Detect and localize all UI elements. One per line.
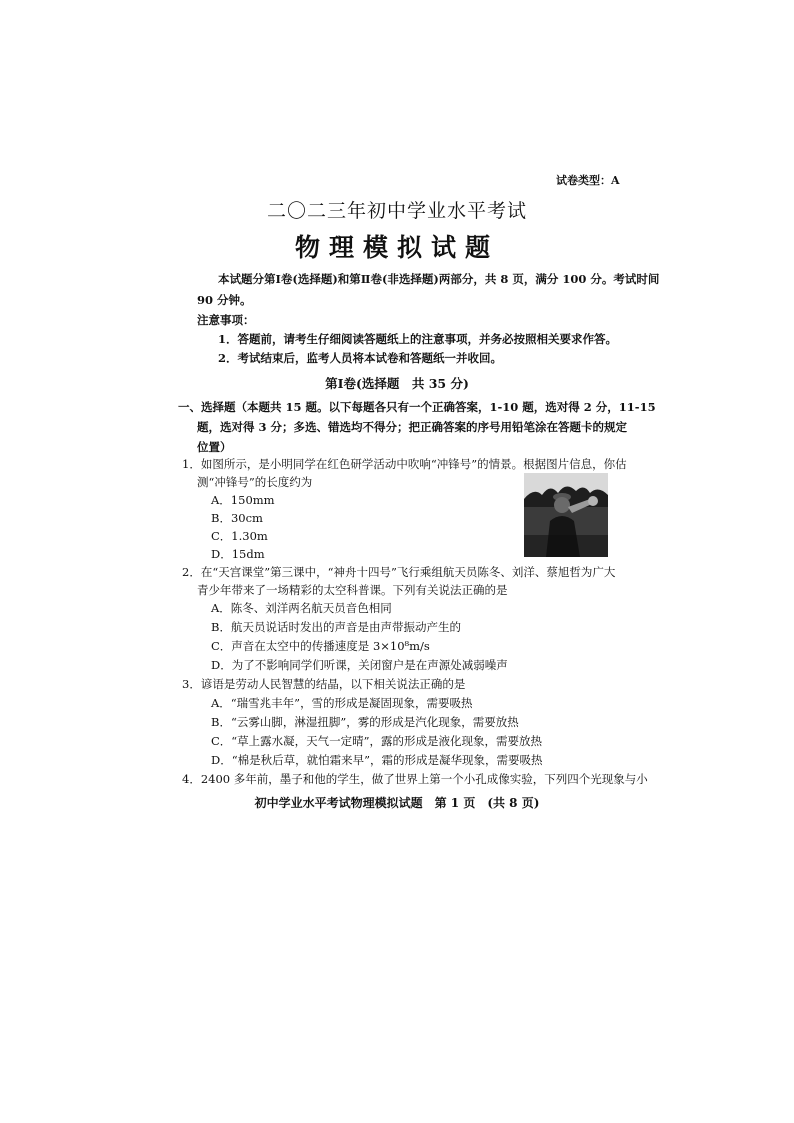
q2-option-a: A．陈冬、刘洋两名航天员音色相同: [211, 601, 392, 615]
q1-option-b: B．30cm: [211, 511, 263, 525]
q3-option-d: D．“棉是秋后草，就怕霜来早”，霜的形成是凝华现象，需要吸热: [211, 753, 543, 767]
section-instr-line-1: 一、选择题（本题共 15 题。以下每题各只有一个正确答案，1-10 题，选对得 2 分，11-15: [178, 400, 656, 414]
bugle-photo-illustration: [524, 473, 608, 557]
q2-stem-line-2: 青少年带来了一场精彩的太空科普课。下列有关说法正确的是: [197, 583, 508, 597]
page-footer: 初中学业水平考试物理模拟试题 第 1 页 (共 8 页): [254, 796, 540, 810]
paper-type-label: 试卷类型：A: [556, 174, 620, 187]
q3-option-b: B．“云雾山脚，淋湿扭脚”，雾的形成是汽化现象，需要放热: [211, 715, 519, 729]
q3-option-c: C．“草上露水凝，天气一定晴”，露的形成是液化现象，需要放热: [211, 734, 543, 748]
q1-option-d: D．15dm: [211, 547, 265, 561]
q2-option-d: D．为了不影响同学们听课，关闭窗户是在声源处减弱噪声: [211, 658, 508, 672]
q3-option-a: A．“瑞雪兆丰年”，雪的形成是凝固现象，需要吸热: [211, 696, 473, 710]
q2-stem-line-1: 2．在“天宫课堂”第三课中，“神舟十四号”飞行乘组航天员陈冬、刘洋、蔡旭哲为广大: [182, 565, 616, 579]
note-item-2: 2．考试结束后，监考人员将本试卷和答题纸一并收回。: [218, 351, 502, 365]
q3-stem-line-1: 3．谚语是劳动人民智慧的结晶，以下相关说法正确的是: [182, 677, 466, 691]
q1-option-a: A．150mm: [211, 493, 275, 507]
section-instr-line-3: 位置）: [197, 440, 232, 454]
note-item-1: 1．答题前，请考生仔细阅读答题纸上的注意事项，并务必按照相关要求作答。: [218, 332, 617, 346]
main-title: 物理模拟试题: [294, 233, 499, 262]
exam-title: 二〇二三年初中学业水平考试: [266, 200, 527, 222]
q4-stem-line-1: 4．2400 多年前，墨子和他的学生，做了世界上第一个小孔成像实验，下列四个光现象与小: [182, 772, 648, 786]
bugle-photo: [524, 473, 608, 557]
notes-heading: 注意事项：: [197, 313, 255, 327]
q1-option-c: C．1.30m: [211, 529, 268, 543]
section-instr-line-2: 题，选对得 3 分；多选、错选均不得分；把正确答案的序号用铅笔涂在答题卡的规定: [197, 420, 628, 434]
q2-option-c: C．声音在太空中的传播速度是 3×10⁸m/s: [211, 639, 430, 653]
q1-stem-line-2: 测“冲锋号”的长度约为: [197, 475, 313, 489]
intro-line-1: 本试题分第Ⅰ卷(选择题)和第Ⅱ卷(非选择题)两部分，共 8 页，满分 100 分。考试时间: [218, 272, 660, 286]
intro-line-2: 90 分钟。: [197, 293, 252, 307]
q1-stem-line-1: 1．如图所示，是小明同学在红色研学活动中吹响“冲锋号”的情景。根据图片信息，你估: [182, 457, 627, 471]
section-1-title: 第Ⅰ卷(选择题 共 35 分): [325, 376, 469, 391]
q2-option-b: B．航天员说话时发出的声音是由声带振动产生的: [211, 620, 461, 634]
